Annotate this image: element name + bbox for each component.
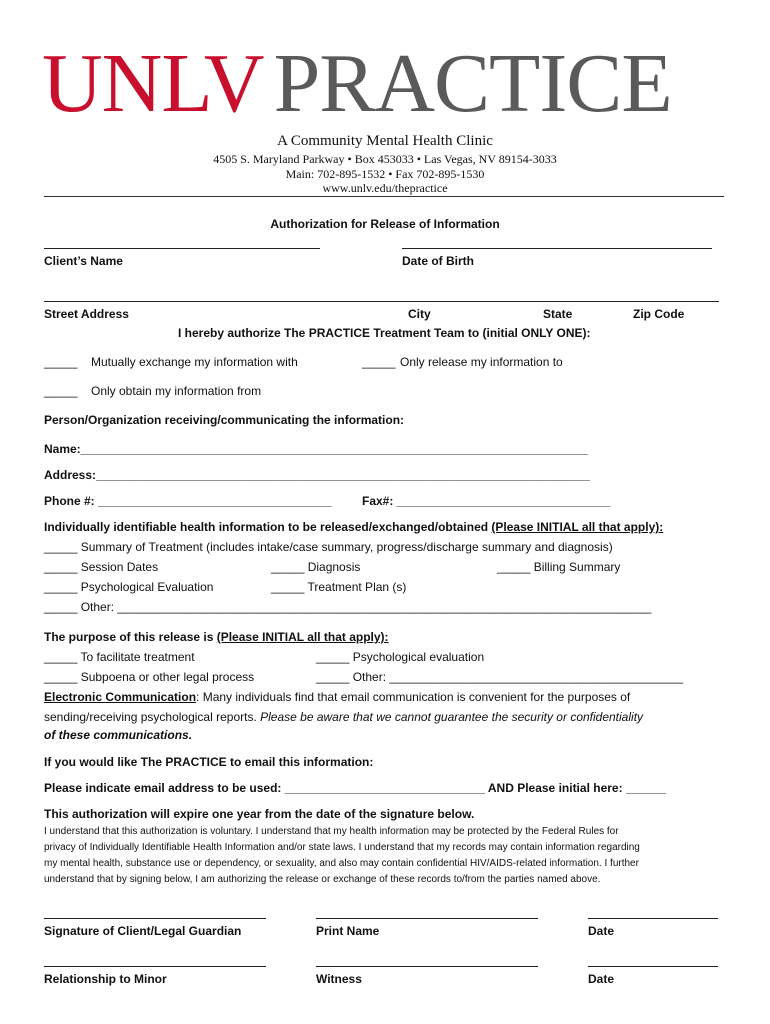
street-address-label: Street Address (44, 307, 129, 321)
option-mutual-initial[interactable]: _____ (44, 355, 78, 369)
client-signature-field[interactable] (44, 918, 266, 919)
phi-heading (44, 520, 663, 534)
dob-label: Date of Birth (402, 254, 474, 268)
client-name-label: Client’s Name (44, 254, 123, 268)
phi-heading-text: Individually identifiable health information to be released/exchanged/obtained (44, 520, 492, 534)
signature-date-label: Date (588, 924, 615, 938)
purpose-subpoena-option[interactable]: _____ Subpoena or other legal process (44, 670, 255, 684)
option-release-label: Only release my information to (400, 355, 563, 369)
ec-text2: sending/receiving psychological reports. (44, 710, 261, 724)
purpose-other-option[interactable]: _____ Other: ____________________________________________ (316, 670, 684, 684)
purpose-facilitate-option[interactable]: _____ To facilitate treatment (44, 650, 195, 664)
recipient-address-field[interactable]: Address:__________________________________________________________________________ (44, 468, 590, 482)
ec-paragraph-line1 (44, 690, 630, 704)
ec-text1: : Many individuals find that email communication is convenient for the purposes of (196, 690, 631, 704)
recipient-fax-field[interactable]: Fax#: ________________________________ (362, 494, 611, 508)
city-label: City (408, 307, 431, 321)
option-obtain-initial[interactable]: _____ (44, 384, 78, 398)
recipient-name-field[interactable]: Name:____________________________________________________________________________ (44, 442, 588, 456)
ec-warning: Please be aware that we cannot guarantee the security or confidentiality (260, 710, 644, 724)
relationship-field[interactable] (44, 966, 266, 967)
ec-label: Electronic Communication (44, 690, 197, 704)
phi-other-option[interactable]: _____ Other: ________________________________________________________________________________ (44, 600, 652, 614)
phi-psych-eval-option[interactable]: _____ Psychological Evaluation (44, 580, 214, 594)
print-name-field[interactable] (316, 918, 538, 919)
option-release-initial[interactable]: _____ (362, 355, 396, 369)
option-obtain-label: Only obtain my information from (91, 384, 262, 398)
phi-summary-option[interactable]: _____ Summary of Treatment (includes intake/case summary, progress/discharge summary and diagnosis) (44, 540, 613, 554)
phi-session-dates-option[interactable]: _____ Session Dates (44, 560, 159, 574)
form-title: Authorization for Release of Information (270, 217, 500, 231)
consent-paragraph-line3: my mental health, substance use or dependency, or sexuality, and also may contain confidential HIV/AIDS-related information. I further (44, 858, 639, 869)
purpose-psych-option[interactable]: _____ Psychological evaluation (316, 650, 485, 664)
print-name-label: Print Name (316, 924, 380, 938)
signature-date-field[interactable] (588, 918, 718, 919)
phi-billing-option[interactable]: _____ Billing Summary (497, 560, 621, 574)
header-divider (44, 196, 724, 197)
consent-paragraph-line2: privacy of Individually Identifiable Health Information and/or state laws. I understand that my records may contain information regarding (44, 842, 640, 853)
ec-paragraph-line2 (44, 710, 643, 724)
option-mutual-label: Mutually exchange my information with (91, 355, 298, 369)
dob-field[interactable] (402, 248, 712, 249)
witness-date-field[interactable] (588, 966, 718, 967)
clinic-phones: Main: 702-895-1532 • Fax 702-895-1530 (285, 167, 485, 181)
state-label: State (543, 307, 573, 321)
ec-warning-bold: of these communications. (44, 728, 193, 742)
purpose-heading-text: The purpose of this release is (44, 630, 217, 644)
logo-practice-text: PRACTICE (273, 37, 672, 130)
consent-paragraph-line1: I understand that this authorization is voluntary. I understand that my health information may be protected by the Federal Rules for (44, 826, 619, 837)
clinic-address: 4505 S. Maryland Parkway • Box 453033 • Las Vegas, NV 89154-3033 (213, 152, 557, 166)
witness-label: Witness (316, 972, 362, 986)
purpose-heading-instruction: (Please INITIAL all that apply): (216, 630, 389, 644)
authorize-statement: I hereby authorize The PRACTICE Treatment Team to (initial ONLY ONE): (178, 326, 591, 340)
witness-date-label: Date (588, 972, 615, 986)
zip-code-label: Zip Code (633, 307, 685, 321)
logo-unlv-text: UNLV (42, 37, 264, 130)
unlv-practice-logo (42, 37, 672, 130)
consent-paragraph-line4: understand that by signing below, I am authorizing the release or exchange of these records to/from the parties named above. (44, 874, 601, 885)
street-address-field[interactable] (44, 301, 719, 302)
person-org-heading: Person/Organization receiving/communicating the information: (44, 413, 405, 427)
email-address-field[interactable]: Please indicate email address to be used: ______________________________ AND Please initial here: ______ (44, 781, 666, 795)
purpose-heading (44, 630, 389, 644)
clinic-website: www.unlv.edu/thepractice (322, 181, 448, 195)
recipient-phone-field[interactable]: Phone #: ___________________________________ (44, 494, 332, 508)
phi-heading-instruction: (Please INITIAL all that apply): (491, 520, 664, 534)
expiry-statement: This authorization will expire one year from the date of the signature below. (44, 807, 475, 821)
client-name-field[interactable] (44, 248, 320, 249)
relationship-label: Relationship to Minor (44, 972, 167, 986)
clinic-subtitle: A Community Mental Health Clinic (277, 133, 493, 149)
email-heading: If you would like The PRACTICE to email this information: (44, 755, 374, 769)
witness-field[interactable] (316, 966, 538, 967)
phi-diagnosis-option[interactable]: _____ Diagnosis (271, 560, 361, 574)
phi-treatment-plan-option[interactable]: _____ Treatment Plan (s) (271, 580, 407, 594)
client-signature-label: Signature of Client/Legal Guardian (44, 924, 242, 938)
